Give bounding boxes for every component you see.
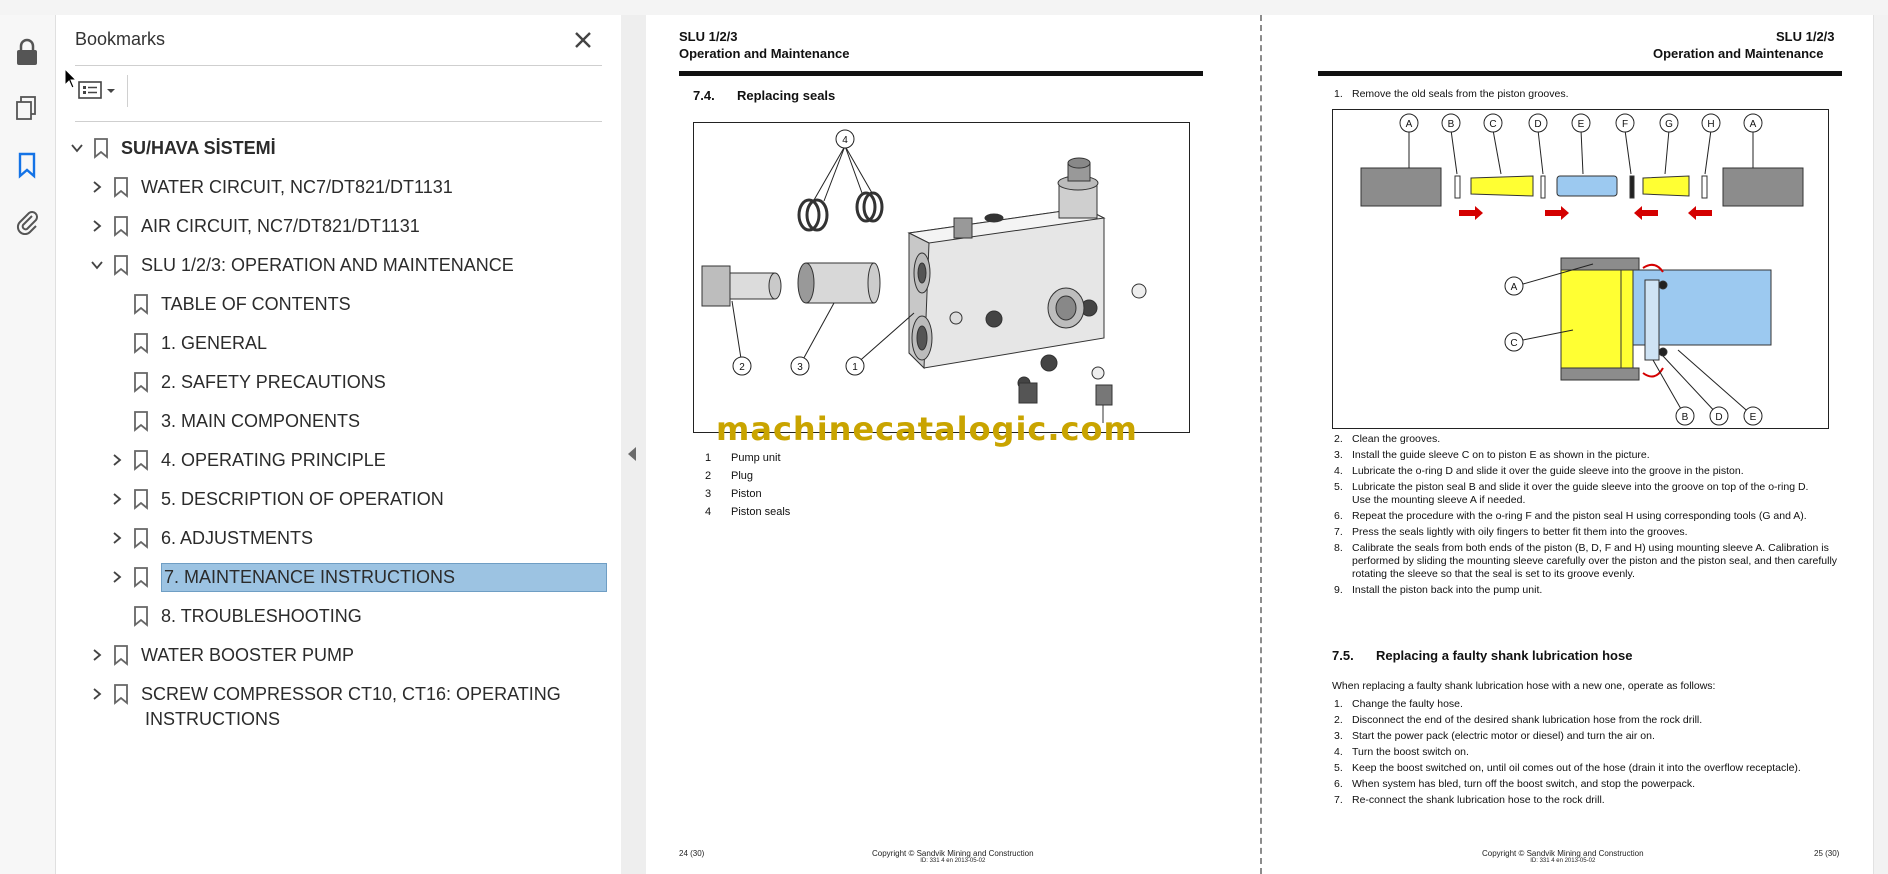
- bookmark-label: AIR CIRCUIT, NC7/DT821/DT1131: [141, 215, 420, 236]
- bookmark-item[interactable]: [67, 132, 276, 164]
- section-number: 7.5.: [1332, 648, 1354, 663]
- list-item: 5. Keep the boost switched on, until oil comes out of the hose (drain it into the overflow receptacle).: [1334, 762, 1801, 774]
- diagram-label: G: [1665, 119, 1673, 130]
- list-item: 6. When system has bled, turn off the boost switch, and stop the powerpack.: [1334, 778, 1695, 790]
- chevron-down-icon[interactable]: [67, 138, 87, 158]
- watermark-text: machinecatalogic.com: [716, 410, 1138, 448]
- bookmark-label: 5. DESCRIPTION OF OPERATION: [161, 488, 444, 509]
- bookmark-label: SCREW COMPRESSOR CT10, CT16: OPERATING: [141, 683, 561, 704]
- figure-legend: [705, 449, 790, 521]
- chevron-down-icon: [104, 83, 118, 101]
- callout-label: 3: [797, 362, 803, 373]
- bookmark-item[interactable]: [87, 249, 514, 281]
- bookmark-icon: [111, 682, 131, 706]
- intro-paragraph: When replacing a faulty shank lubrication hose with a new one, operate as follows:: [1332, 680, 1716, 692]
- callout-label: 1: [852, 362, 858, 373]
- diagram-label: E: [1577, 119, 1585, 130]
- list-item: 2. Clean the grooves.: [1334, 433, 1441, 445]
- bookmark-item[interactable]: [107, 483, 444, 515]
- bookmark-icon: [131, 487, 151, 511]
- legend-item: 2 Plug: [705, 470, 754, 482]
- diagram-label: E: [1749, 412, 1757, 423]
- document-viewer: [646, 15, 1888, 874]
- bookmark-item[interactable]: [131, 366, 386, 398]
- bookmark-label: 4. OPERATING PRINCIPLE: [161, 449, 386, 470]
- bookmark-item[interactable]: [131, 600, 362, 632]
- list-item: 4. Lubricate the o-ring D and slide it over the guide sleeve into the groove in the piston.: [1334, 465, 1744, 477]
- callout-label: 2: [739, 362, 745, 373]
- header-rule: [679, 71, 1203, 76]
- list-item: 1. Remove the old seals from the piston grooves.: [1334, 88, 1569, 100]
- list-options-icon: [76, 79, 104, 106]
- bookmark-label: TABLE OF CONTENTS: [161, 293, 351, 314]
- bookmark-item[interactable]: [87, 171, 453, 203]
- page-divider: [1260, 15, 1262, 874]
- bookmarks-panel: [56, 15, 622, 874]
- diagram-label: A: [1510, 282, 1518, 293]
- diagram-label: B: [1447, 119, 1455, 130]
- bookmark-icon: [131, 409, 151, 433]
- bookmark-icon: [111, 175, 131, 199]
- bookmark-icon: [131, 565, 151, 589]
- list-item: 7. Re-connect the shank lubrication hose to the rock drill.: [1334, 794, 1605, 806]
- lock-icon[interactable]: [12, 37, 42, 67]
- section-title: Replacing seals: [737, 88, 836, 103]
- diagram-label: A: [1405, 119, 1413, 130]
- chevron-right-icon[interactable]: [107, 489, 127, 509]
- list-item: 2. Disconnect the end of the desired shank lubrication hose from the rock drill.: [1334, 714, 1703, 726]
- collapse-arrow-icon[interactable]: [628, 447, 636, 461]
- bookmark-icon: [131, 331, 151, 355]
- diagram-label: A: [1749, 119, 1757, 130]
- page-header-title: SLU 1/2/3: [1776, 29, 1835, 44]
- bookmark-options-button[interactable]: [76, 78, 124, 106]
- bookmark-icon: [131, 604, 151, 628]
- chevron-right-icon[interactable]: [87, 645, 107, 665]
- cursor-icon: [64, 68, 78, 95]
- page-header-title: SLU 1/2/3: [679, 29, 738, 44]
- callout-label: 4: [842, 135, 848, 146]
- top-toolbar-strip: [0, 0, 1888, 16]
- footer-copyright: Copyright © Sandvik Mining and Construction ID: 331 4 en 2013-05-02: [872, 849, 1034, 864]
- diagram-label: C: [1489, 119, 1497, 130]
- attachment-icon[interactable]: [12, 206, 42, 236]
- diagram-label: D: [1534, 119, 1542, 130]
- bookmark-label: 3. MAIN COMPONENTS: [161, 410, 361, 431]
- tool-rail: [0, 15, 56, 874]
- chevron-down-icon[interactable]: [87, 255, 107, 275]
- bookmark-icon: [131, 292, 151, 316]
- footer-copyright: Copyright © Sandvik Mining and Construction ID: 331 4 en 2013-05-02: [1482, 849, 1644, 864]
- chevron-right-icon[interactable]: [87, 216, 107, 236]
- bookmark-item[interactable]: [107, 522, 313, 554]
- bookmark-item[interactable]: [87, 210, 420, 242]
- list-item: 1. Change the faulty hose.: [1334, 698, 1463, 710]
- bookmark-icon: [131, 448, 151, 472]
- bookmark-label: INSTRUCTIONS: [145, 708, 280, 729]
- list-item: 3. Start the power pack (electric motor or diesel) and turn the air on.: [1334, 730, 1655, 742]
- bookmark-icon: [131, 370, 151, 394]
- panel-collapse-gutter[interactable]: [621, 15, 646, 874]
- bookmark-icon: [111, 253, 131, 277]
- divider: [75, 65, 602, 66]
- divider: [75, 121, 602, 122]
- diagram-label: D: [1715, 412, 1723, 423]
- list-item: 9. Install the piston back into the pump unit.: [1334, 584, 1543, 596]
- close-icon[interactable]: [572, 29, 596, 53]
- bookmark-item[interactable]: [87, 639, 354, 671]
- legend-item: 4 Piston seals: [705, 506, 791, 518]
- bookmark-icon: [91, 136, 111, 160]
- bookmark-item[interactable]: [131, 288, 351, 320]
- pages-icon[interactable]: [12, 93, 42, 123]
- exploded-view-figure: [693, 122, 1190, 433]
- bookmark-label: 8. TROUBLESHOOTING: [161, 605, 362, 626]
- bookmark-item[interactable]: [107, 444, 386, 476]
- diagram-label: B: [1681, 412, 1689, 423]
- page-header-subtitle: Operation and Maintenance: [679, 46, 850, 61]
- section-title: Replacing a faulty shank lubrication hose: [1376, 648, 1633, 663]
- list-item: 6. Repeat the procedure with the o-ring F and the piston seal H using corresponding tools (G and A).: [1334, 510, 1807, 522]
- list-item: 7. Press the seals lightly with oily fingers to better fit them into the grooves.: [1334, 526, 1688, 538]
- page-number: 24 (30): [679, 849, 705, 858]
- bookmark-label: WATER CIRCUIT, NC7/DT821/DT1131: [141, 176, 453, 197]
- list-item: 8. Calibrate the seals from both ends of the piston (B, D, F and H) using mounting sleeve A. Calibration is performed by sliding the mounting sleeve carefully over the piston and the piston seal, and then carefully rotating the sleeve so that the seal is set to its groove evenly.: [1334, 542, 1838, 580]
- header-rule: [1318, 71, 1842, 76]
- bookmark-label: 7. MAINTENANCE INSTRUCTIONS: [161, 563, 607, 592]
- bookmark-item[interactable]: [131, 327, 267, 359]
- page-number: 25 (30): [1814, 849, 1840, 858]
- list-item: 3. Install the guide sleeve C on to piston E as shown in the picture.: [1334, 449, 1650, 461]
- step-list: [1334, 433, 1839, 600]
- step-list: [1334, 698, 1839, 810]
- bookmark-label: SLU 1/2/3: OPERATION AND MAINTENANCE: [141, 254, 514, 275]
- seal-diagram: [1332, 109, 1829, 429]
- chevron-right-icon[interactable]: [107, 450, 127, 470]
- bookmark-label: SU/HAVA SİSTEMİ: [121, 137, 276, 158]
- vertical-scrollbar[interactable]: [1873, 15, 1888, 874]
- chevron-right-icon[interactable]: [87, 177, 107, 197]
- section-number: 7.4.: [693, 88, 715, 103]
- diagram-label: H: [1707, 119, 1715, 130]
- diagram-label: C: [1510, 338, 1518, 349]
- legend-item: 1 Pump unit: [705, 452, 781, 464]
- step-list: [1334, 88, 1839, 104]
- bookmark-panel-icon[interactable]: [12, 150, 42, 180]
- legend-item: 3 Piston: [705, 488, 762, 500]
- divider: [127, 75, 128, 107]
- diagram-label: F: [1621, 119, 1629, 130]
- bookmark-item[interactable]: [131, 405, 360, 437]
- bookmark-icon: [111, 643, 131, 667]
- chevron-right-icon[interactable]: [87, 684, 107, 704]
- chevron-right-icon[interactable]: [107, 567, 127, 587]
- chevron-right-icon[interactable]: [107, 528, 127, 548]
- bookmarks-title: Bookmarks: [75, 29, 166, 49]
- page-header-subtitle: Operation and Maintenance: [1653, 46, 1824, 61]
- bookmark-label: 1. GENERAL: [161, 332, 268, 353]
- bookmark-label: 6. ADJUSTMENTS: [161, 527, 314, 548]
- bookmark-label: WATER BOOSTER PUMP: [141, 644, 355, 665]
- bookmark-label: 2. SAFETY PRECAUTIONS: [161, 371, 386, 392]
- list-item: 5. Lubricate the piston seal B and slide it over the guide sleeve into the groove on top of the o-ring D. Use the mounting sleeve A if needed.: [1334, 481, 1809, 506]
- bookmark-item-selected[interactable]: [107, 561, 607, 593]
- bookmark-icon: [111, 214, 131, 238]
- list-item: 4. Turn the boost switch on.: [1334, 746, 1469, 758]
- bookmark-item-continuation[interactable]: [145, 703, 280, 735]
- bookmark-icon: [131, 526, 151, 550]
